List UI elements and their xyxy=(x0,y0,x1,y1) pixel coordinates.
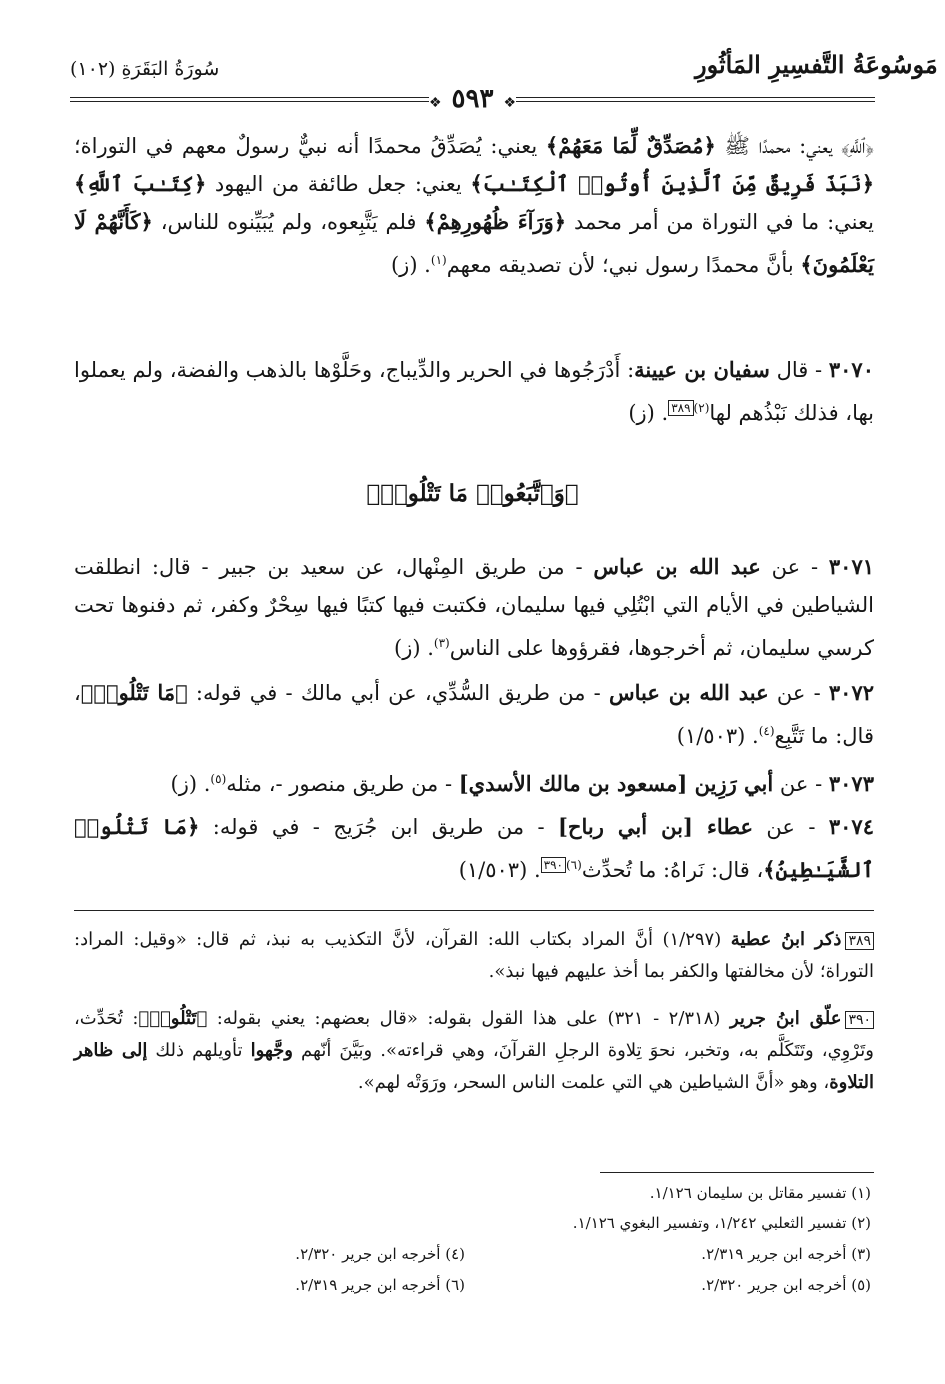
text: (٢/٣١٨ - ٣٢١) على هذا القول بقوله: «قال بعضهم: يعني بقوله: xyxy=(207,1008,730,1029)
narration-number: ٣٠٧٣ xyxy=(828,771,874,796)
narration-3070 xyxy=(74,351,874,432)
footnote-ref[interactable]: (٤) xyxy=(758,724,775,738)
note-number-box: ٣٩٠ xyxy=(845,1011,874,1029)
text: - قال xyxy=(769,358,829,382)
footnotes-separator xyxy=(600,1172,874,1173)
narration-number: ٣٠٧٤ xyxy=(828,814,874,839)
quran-quote: ﴿تَتْلُوا۟﴾ xyxy=(138,1008,208,1029)
text: - من طريق المِنْهال، عن سعيد بن جبير - قال: انطلقت الشياطين في الأيام التي ابْتُلِي فيها سليمان، فكتبت فيها كتبًا فيها سِحْرٌ وكفر، ثم دفنوها تحت كرسي سليمان، ثم أخرجوها، فقرؤوها على الناس xyxy=(74,555,874,660)
quran-quote: ﴿مَا تَتْلُوا۟﴾ xyxy=(80,680,188,705)
quran-quote: ﴿وَرَآءَ ظُهُورِهِمْ﴾ xyxy=(424,209,567,234)
notes-separator xyxy=(74,910,874,911)
text: يعني: ما في التوراة من أمر محمد xyxy=(566,210,874,234)
verse-heading: ﴿وَٱتَّبَعُوا۟ مَا تَتْلُوا۟﴾ xyxy=(366,480,579,507)
text: - من طريق السُّدِّي، عن أبي مالك - في قوله: xyxy=(187,681,609,705)
narration-3074 xyxy=(74,808,874,889)
ornament-icon: ❖ xyxy=(428,95,442,111)
footnote-ref[interactable]: (٦) xyxy=(565,858,582,872)
text: يعني: جعل طائفة من اليهود xyxy=(206,172,471,196)
narration-3072 xyxy=(74,674,874,755)
narration-3073 xyxy=(74,760,874,803)
note-ref-box[interactable]: ٣٨٩ xyxy=(668,400,693,416)
quran-quote: ﴿نَبَذَ فَرِيقٌ مِّنَ ٱلَّذِينَ أُوتُوا۟ ٱلْكِتَـٰبَ﴾ xyxy=(470,171,874,196)
text: ، قال: نَراهُ: ما تُحدِّث xyxy=(581,858,764,882)
emphasis: وجَّهوا xyxy=(250,1040,293,1061)
footnote-ref[interactable]: (٢) xyxy=(693,401,710,415)
text: . (ز) xyxy=(394,636,434,660)
text: ، وهو «أنَّ الشياطين هي التي علمت الناس السحر، ورَوَتْه لهم». xyxy=(357,1072,830,1093)
footnote-ref[interactable]: (٣) xyxy=(433,636,450,650)
text: فلم يَتَّبِعوه، ولم يُبَيِّنوه للناس، xyxy=(152,210,425,234)
footnote-5: (٥) أخرجه ابن جرير ٢/٣٢٠. xyxy=(701,1276,871,1294)
scholar-name: علّق ابنُ جرير xyxy=(729,1008,842,1029)
narrator-name: عطاء [بن أبي رباح] xyxy=(558,814,754,839)
text: . (١/٥٠٣) xyxy=(458,858,541,882)
footnote-3: (٣) أخرجه ابن جرير ٢/٣١٩. xyxy=(701,1245,871,1263)
narration-number: ٣٠٧٠ xyxy=(828,357,874,382)
quran-quote: ﴿مَا تَتْلُوا۟ ٱلشَّيَـٰطِينُ﴾ xyxy=(74,814,874,882)
text: تأويلهم ذلك xyxy=(147,1040,251,1061)
text: - من طريق ابن جُرَيج - في قوله: xyxy=(199,815,558,839)
page-number-block xyxy=(0,84,945,114)
book-title: مَوسُوعَةُ التَّفسِيرِ المَأثُورِ xyxy=(695,50,938,79)
text: . (ز) xyxy=(170,772,211,796)
page-number: ٥٩٣ xyxy=(442,84,504,114)
text: بأنَّ محمدًا رسول نبي؛ لأن تصديقه معهم xyxy=(446,253,801,277)
text: (١/٢٩٧) أنَّ المراد بكتاب الله: القرآن، لأنَّ التكذيب به نبذ، ثم قال: «وقيل: المراد: التوراة؛ لأن مخالفتها والكفر بما أخذ عليهم فيها نبذ». xyxy=(74,929,874,982)
commentary-note-390 xyxy=(74,1003,874,1099)
text: . (١/٥٠٣) xyxy=(676,724,759,748)
quran-quote: ﴿كَأَنَّهُمْ لَا يَعْلَمُونَ﴾ xyxy=(74,209,874,277)
note-ref-box[interactable]: ٣٩٠ xyxy=(541,857,566,873)
commentary-note-389 xyxy=(74,924,874,988)
narrator-name: عبد الله بن عباس xyxy=(593,554,761,579)
footnote-6: (٦) أخرجه ابن جرير ٢/٣١٩. xyxy=(295,1276,465,1294)
text: . (ز) xyxy=(628,401,669,425)
footnote-ref[interactable]: (٥) xyxy=(210,772,227,786)
text: يعني: يُصَدِّقُ محمدًا أنه نبيٌّ رسولٌ معهم في التوراة؛ xyxy=(74,134,546,158)
text: - عن xyxy=(760,555,829,579)
footnote-2: (٢) تفسير الثعلبي ١/٢٤٢، وتفسير البغوي ١/١٢٦. xyxy=(572,1214,871,1232)
emphasis: إلى ظاهر التلاوة xyxy=(74,1040,874,1093)
narration-number: ٣٠٧١ xyxy=(828,554,875,579)
text: - عن xyxy=(768,681,829,705)
footnote-ref[interactable]: (١) xyxy=(430,253,447,267)
footnote-4: (٤) أخرجه ابن جرير ٢/٣٢٠. xyxy=(295,1245,465,1263)
narration-3071 xyxy=(74,548,874,667)
text: - عن xyxy=(753,815,829,839)
text: ، قال: ما تَتَّبِع xyxy=(74,681,874,748)
text: : تُحَدِّث، وتَرْوِي، وتَتَكَلَّم به، وتخبر، نحوَ تِلاوة الرجلِ القرآنَ، وهي قراءته». وبَيَّنَ أنّهم xyxy=(74,1008,874,1061)
scholar-name: ذكر ابنُ عطية xyxy=(730,929,842,950)
text: - عن xyxy=(773,772,829,796)
paragraph-continuation xyxy=(74,127,874,284)
ornament-icon: ❖ xyxy=(503,95,517,111)
narrator-name: عبد الله بن عباس xyxy=(608,680,769,705)
text: - من طريق منصور -، مثله xyxy=(226,772,459,796)
narration-number: ٣٠٧٢ xyxy=(828,680,875,705)
text: ﴿ٱللَّهِ﴾ يعني: محمدًا ﷺ xyxy=(715,134,874,158)
narrator-name: أبي رَزِين [مسعود بن مالك الأسدي] xyxy=(458,771,774,796)
surah-reference: سُورَةُ البَقَرَةِ (١٠٢) xyxy=(70,58,220,80)
text: : أَدْرَجُوها في الحرير والدِّيباج، وحَلَّوْها بالذهب والفضة، ولم يعملوا بها، فذلك نَبْذُهم لها xyxy=(74,358,874,425)
narrator-name: سفيان بن عيينة xyxy=(634,357,770,382)
text: . (ز) xyxy=(390,253,431,277)
note-number-box: ٣٨٩ xyxy=(845,932,874,950)
footnote-1: (١) تفسير مقاتل بن سليمان ١/١٢٦. xyxy=(649,1184,871,1202)
quran-quote: ﴿كِتَـٰبَ ٱللَّهِ﴾ xyxy=(74,171,207,196)
quran-quote: ﴿مُصَدِّقٌ لِّمَا مَعَهُمْ﴾ xyxy=(545,133,716,158)
